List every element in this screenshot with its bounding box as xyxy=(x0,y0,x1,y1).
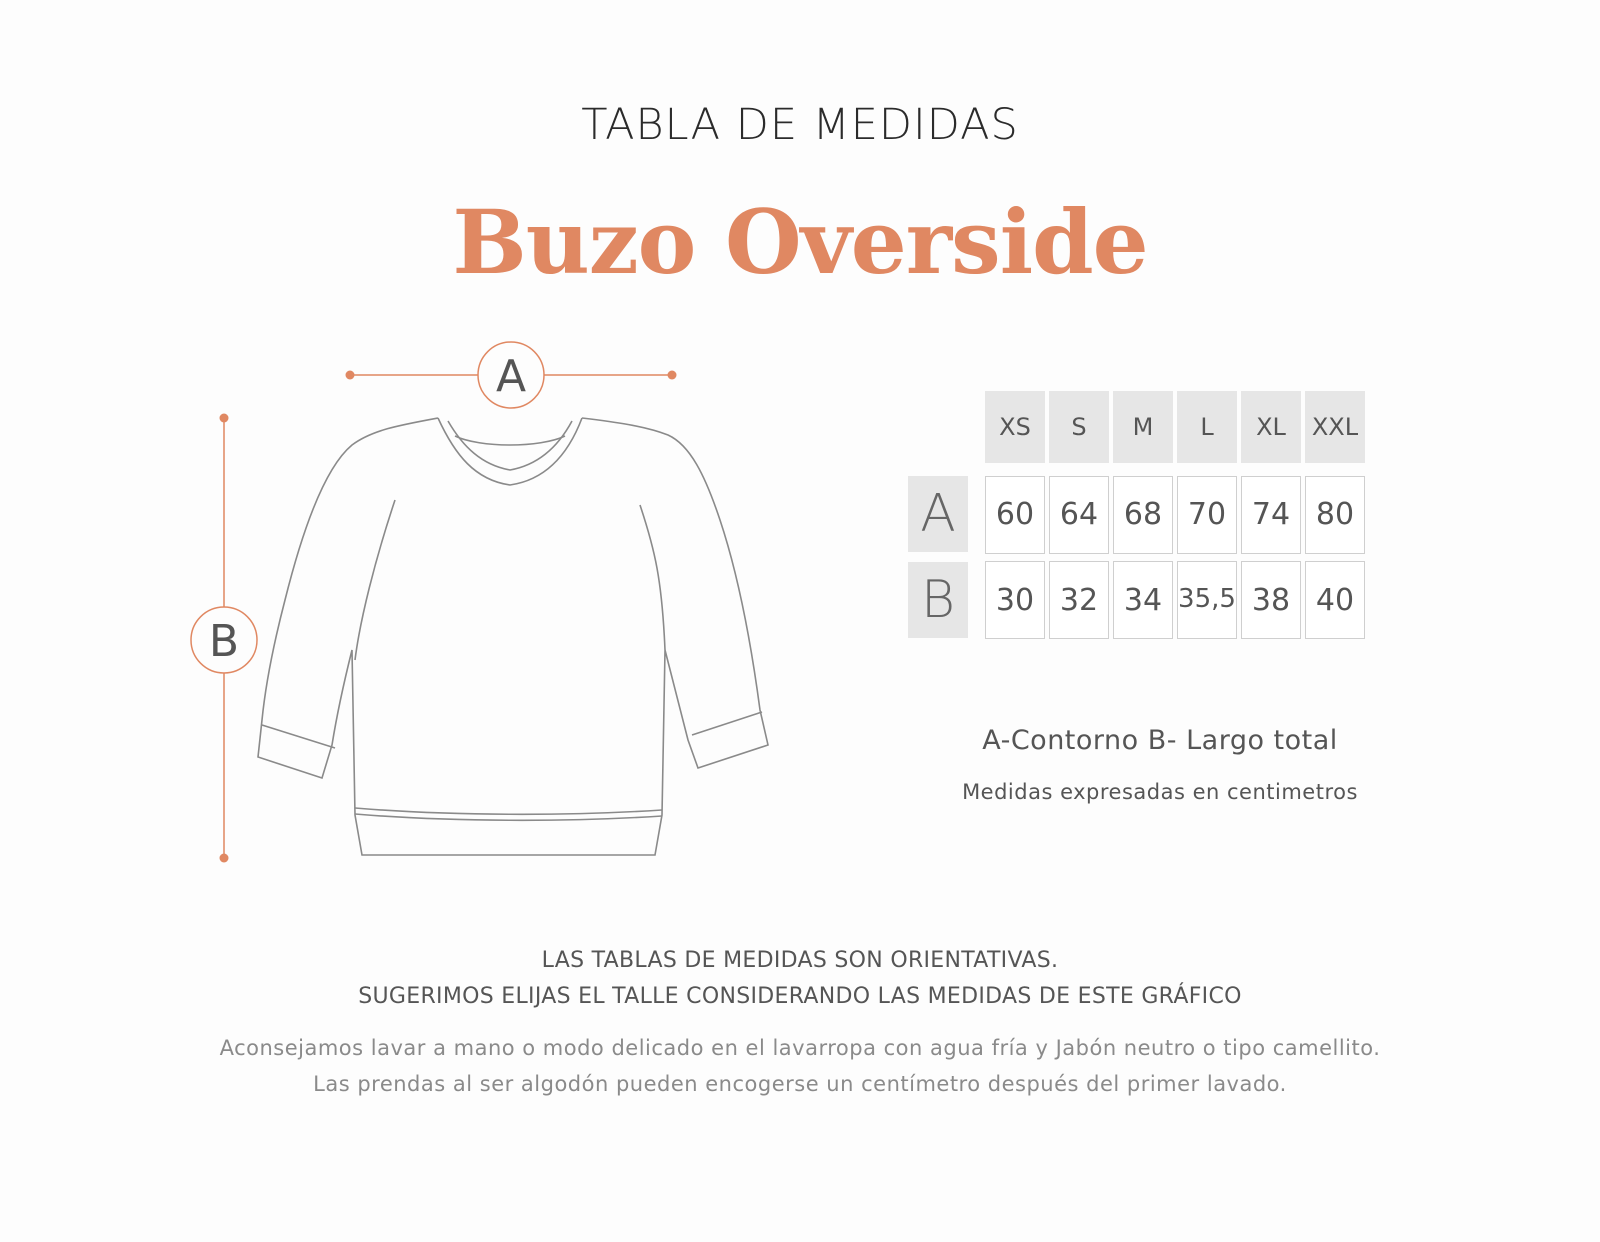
cell-b-xl: 38 xyxy=(1241,561,1301,639)
orientative-note: LAS TABLAS DE MEDIDAS SON ORIENTATIVAS. xyxy=(541,948,1059,973)
wash-instructions: Aconsejamos lavar a mano o modo delicado en el lavarropa con agua fría y Jabón neutro o tipo camellito. xyxy=(219,1036,1381,1060)
units-note: Medidas expresadas en centimetros xyxy=(962,780,1358,804)
label-a: A xyxy=(495,351,527,402)
shrink-warning: Las prendas al ser algodón pueden encogerse un centímetro después del primer lavado. xyxy=(313,1072,1287,1096)
cell-a-s: 64 xyxy=(1049,476,1109,554)
row-label-a: A xyxy=(908,476,968,552)
measurement-legend: A-Contorno B- Largo total xyxy=(982,725,1338,756)
cell-b-xs: 30 xyxy=(985,561,1045,639)
cell-a-xs: 60 xyxy=(985,476,1045,554)
row-label-b: B xyxy=(908,562,968,638)
measure-line-a xyxy=(346,342,677,408)
measure-line-b xyxy=(191,414,257,863)
product-name: Buzo Overside xyxy=(452,190,1148,294)
size-header-l: L xyxy=(1177,391,1237,463)
sweater-outline xyxy=(258,418,768,855)
label-b: B xyxy=(208,616,240,667)
sweater-diagram xyxy=(0,0,900,900)
cell-a-l: 70 xyxy=(1177,476,1237,554)
size-header-m: M xyxy=(1113,391,1173,463)
cell-b-l: 35,5 xyxy=(1177,561,1237,639)
size-header-xs: XS xyxy=(985,391,1045,463)
size-header-xxl: XXL xyxy=(1305,391,1365,463)
page-title: TABLA DE MEDIDAS xyxy=(581,100,1019,150)
size-header-xl: XL xyxy=(1241,391,1301,463)
cell-b-m: 34 xyxy=(1113,561,1173,639)
size-suggestion-note: SUGERIMOS ELIJAS EL TALLE CONSIDERANDO LAS MEDIDAS DE ESTE GRÁFICO xyxy=(358,984,1242,1009)
cell-b-s: 32 xyxy=(1049,561,1109,639)
cell-b-xxl: 40 xyxy=(1305,561,1365,639)
cell-a-xl: 74 xyxy=(1241,476,1301,554)
size-header-s: S xyxy=(1049,391,1109,463)
cell-a-m: 68 xyxy=(1113,476,1173,554)
cell-a-xxl: 80 xyxy=(1305,476,1365,554)
